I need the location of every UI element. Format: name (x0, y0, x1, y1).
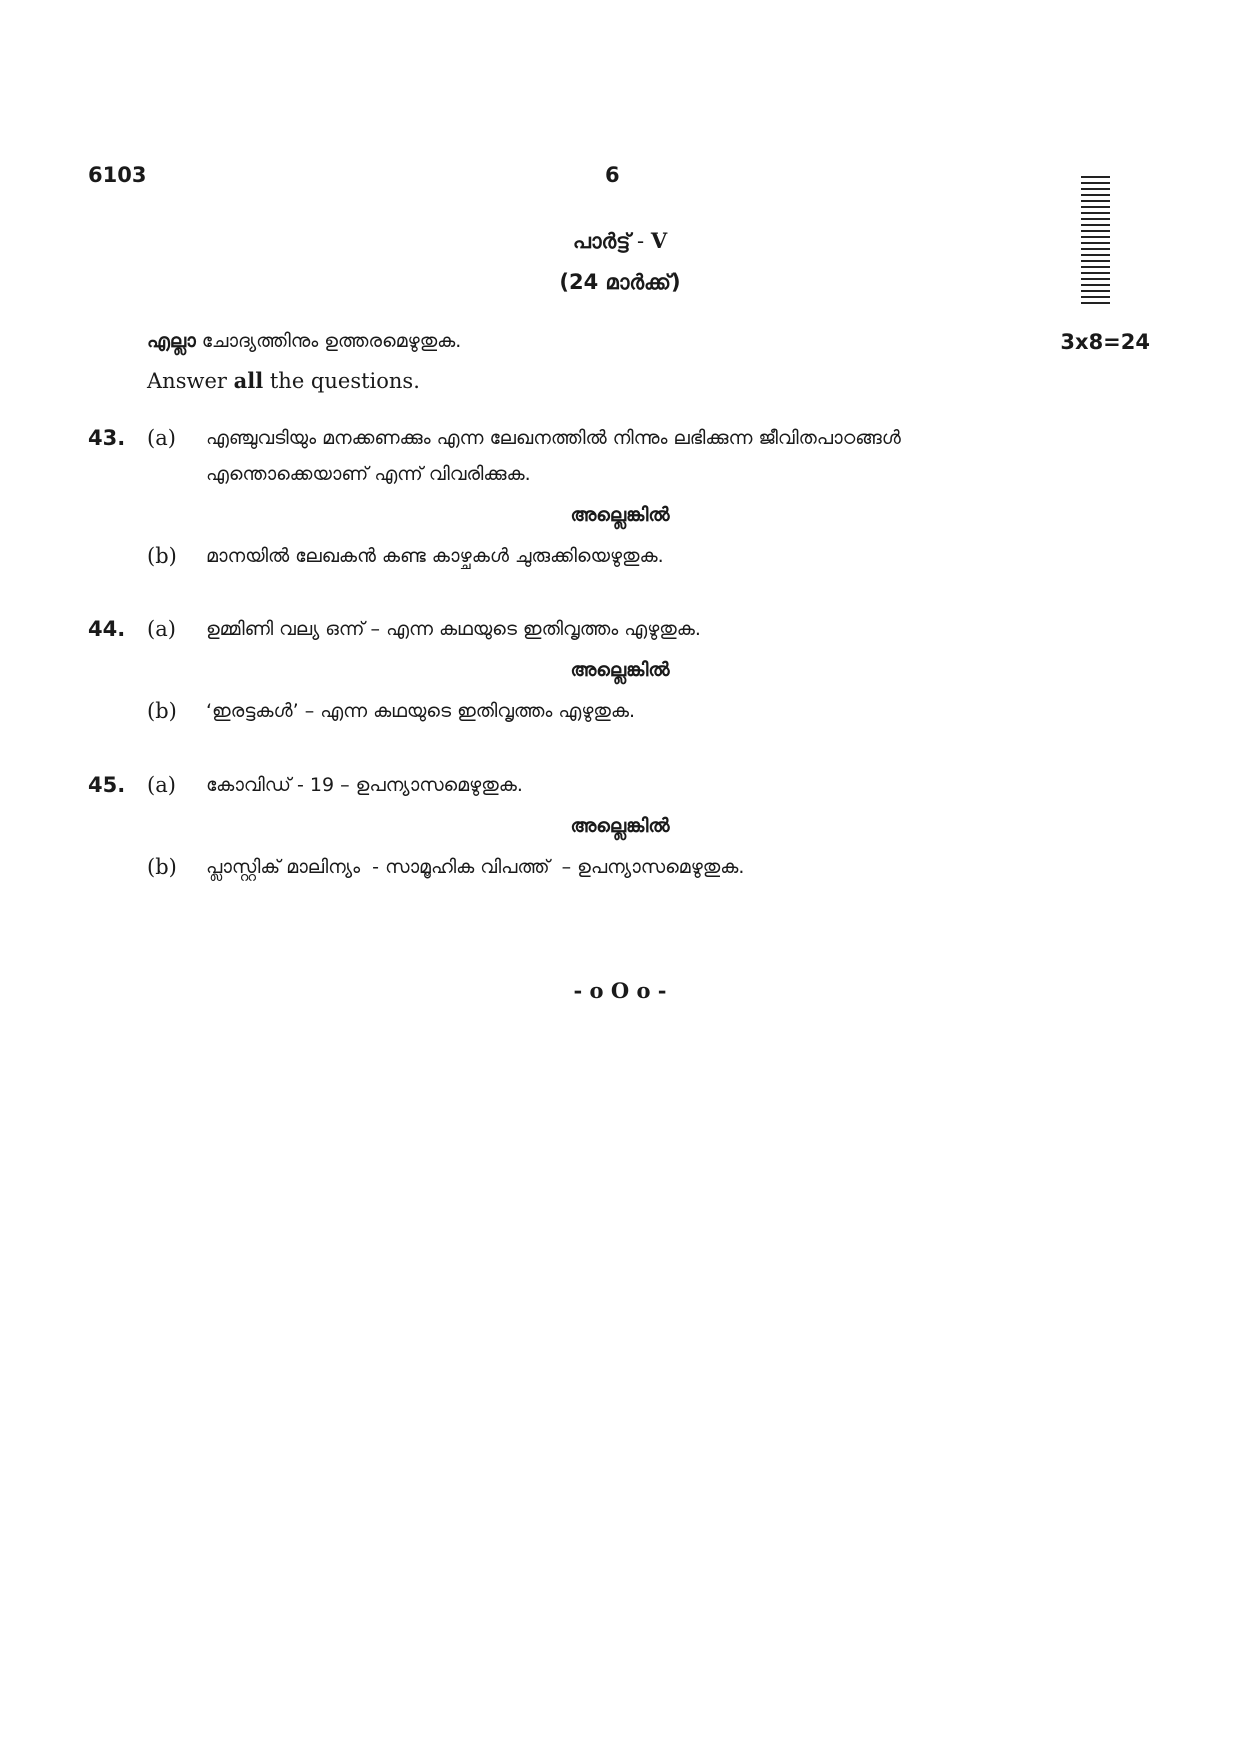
question-text: ‘ഇരട്ടകൾ’ – എന്ന കഥയുടെ ഇതിവൃത്തം എഴുതുക. (206, 700, 636, 722)
instruction-bold-word: എല്ലാ (147, 330, 196, 352)
or-separator: അല്ലെങ്കിൽ (570, 504, 670, 526)
instruction-rest: ചോദ്യത്തിനും ഉത്തരമെഴുതുക. (201, 330, 462, 352)
instruction-english-post: the questions. (269, 369, 420, 393)
question-number: 44. (88, 617, 126, 641)
instruction-english (147, 368, 420, 393)
or-separator: അല്ലെങ്കിൽ (570, 659, 670, 681)
end-of-paper-mark: - o O o - (573, 978, 667, 1003)
barcode-lines (1081, 176, 1110, 308)
question-text-continued: എന്തൊക്കെയാണ് എന്ന് വിവരിക്കുക. (206, 463, 531, 485)
part-title (420, 228, 820, 254)
part-title-separator: - (637, 229, 645, 253)
option-label-b: (b) (147, 544, 177, 568)
option-label-a: (a) (147, 617, 176, 641)
marks-formula: 3x8=24 (1060, 330, 1150, 354)
option-label-b: (b) (147, 699, 177, 723)
question-text: പ്ലാസ്റ്റിക് മാലിന്യം - സാമൂഹിക വിപത്ത് – ഉപന്യാസമെഴുതുക. (206, 856, 745, 878)
part-title-malayalam: പാർട്ട് (572, 229, 631, 253)
question-number: 45. (88, 773, 126, 797)
instruction-english-pre: Answer (147, 369, 227, 393)
or-separator: അല്ലെങ്കിൽ (570, 815, 670, 837)
part-title-roman: V (650, 228, 668, 253)
option-label-a: (a) (147, 773, 176, 797)
instruction-malayalam (147, 330, 461, 352)
question-text: എഞ്ചുവടിയും മനക്കണക്കും എന്ന ലേഖനത്തിൽ നിന്നും ലഭിക്കുന്ന ജീവിതപാഠങ്ങൾ (206, 427, 901, 449)
option-label-b: (b) (147, 855, 177, 879)
paper-code: 6103 (88, 163, 147, 187)
question-number: 43. (88, 426, 126, 450)
question-text: കോവിഡ് - 19 – ഉപന്യാസമെഴുതുക. (206, 774, 523, 796)
question-text: മാനയിൽ ലേഖകൻ കണ്ട കാഴ്ചകൾ ചുരുക്കിയെഴുതുക. (206, 545, 664, 567)
question-text: ഉമ്മിണി വല്യ ഒന്ന് – എന്ന കഥയുടെ ഇതിവൃത്തം എഴുതുക. (206, 618, 701, 640)
page-number: 6 (605, 163, 620, 187)
instruction-english-bold: all (233, 368, 264, 393)
part-marks: (24 മാർക്ക്) (559, 270, 681, 294)
option-label-a: (a) (147, 426, 176, 450)
